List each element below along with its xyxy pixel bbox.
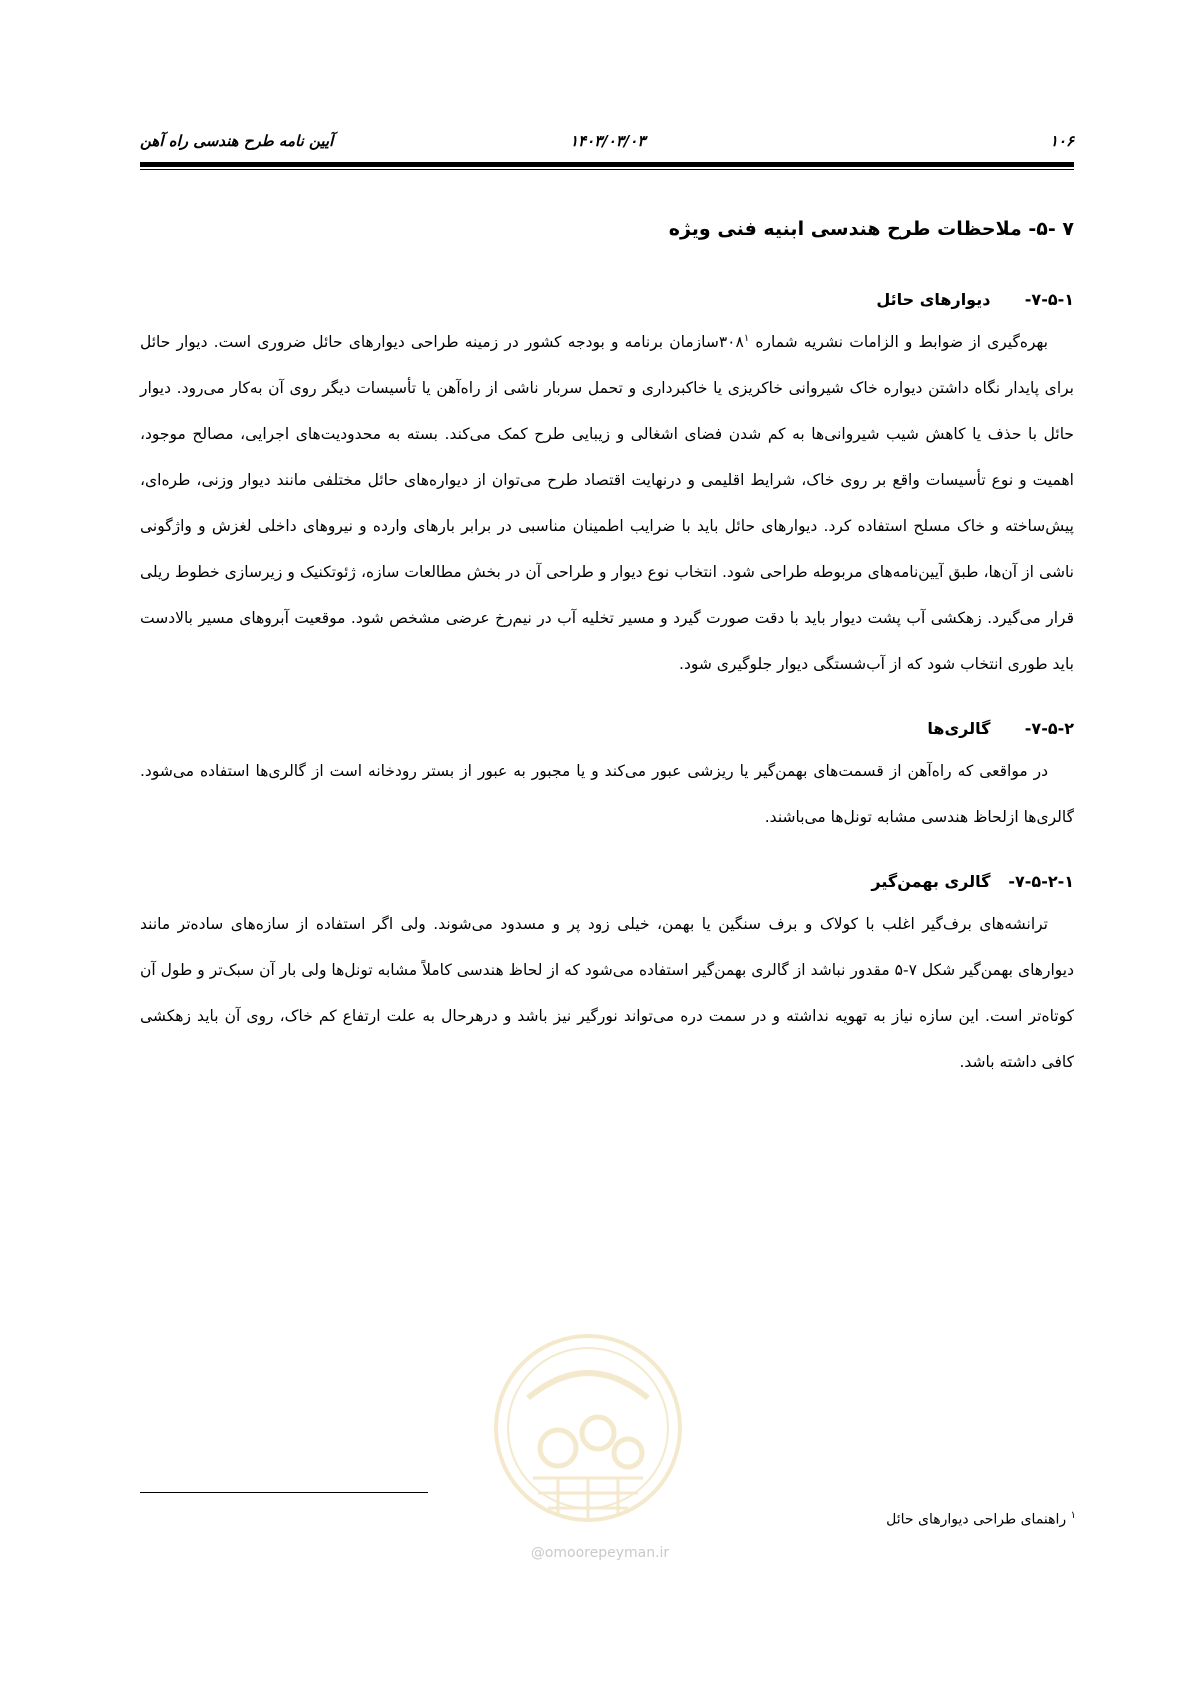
page-number: ۱۰۶ [1049, 132, 1074, 150]
book-title: آیین نامه طرح هندسی راه آهن [140, 132, 334, 150]
footnote-rule [140, 1492, 428, 1493]
subsection-number: ۷-۵-۱- [1024, 290, 1074, 309]
header-date: ۱۴۰۳/۰۳/۰۳ [570, 132, 646, 150]
subsection-title: گالری‌ها [927, 719, 991, 738]
footnote-text: راهنمای طراحی دیوارهای حائل [886, 1511, 1067, 1528]
running-header [140, 128, 1074, 158]
watermark-logo [488, 1328, 688, 1538]
subsection-title: گالری بهمن‌گیر [871, 872, 991, 891]
paragraph-avalanche-gallery: ترانشه‌های برف‌گیر اغلب با کولاک و برف سنگین یا بهمن، خیلی زود پر و مسدود می‌شوند. ولی اگر استفاده از سازه‌های ساده‌تر مانند دیوارهای بهمن‌گیر شکل ۷-۵ مقدور نباشد از گالری بهمن‌گیر استفاده می‌شود که از لحاظ هندسی کاملاً مشابه تونل‌ها ولی بار آن سبک‌تر و طول آن کوتاه‌تر است. این سازه نیاز به تهویه نداشته و در سمت دره می‌تواند نورگیر نیز باشد و درهرحال به علت ارتفاع کم خاک، روی آن باید زهکشی کافی داشته باشد. [140, 915, 1074, 1071]
subsection-number: ۷-۵-۲- [1024, 719, 1074, 738]
subsection-title: دیوارهای حائل [876, 290, 991, 309]
main-content [140, 210, 1074, 1105]
footnote-reference[interactable]: ۱ [743, 332, 750, 344]
footnote-marker: ۱ [1070, 1510, 1076, 1521]
paragraph-retaining-walls [140, 319, 1074, 687]
subsection-number: ۷-۵-۲-۱- [1008, 872, 1074, 891]
subsection-heading-galleries [140, 707, 1074, 748]
watermark-text: @omoorepeyman.ir [530, 1545, 670, 1561]
header-rule [140, 162, 1074, 167]
paragraph-text: بهره‌گیری از ضوابط و الزامات نشریه شماره ۳۰۸ [718, 333, 1048, 351]
header-rule-thin [140, 169, 1074, 170]
subsection-heading-retaining-walls [140, 278, 1074, 319]
paragraph-galleries: در مواقعی که راه‌آهن از قسمت‌های بهمن‌گیر یا ریزشی عبور می‌کند و یا مجبور به عبور از بستر رودخانه است از گالری‌ها استفاده می‌شود. گالری‌ها ازلحاظ هندسی مشابه تونل‌ها می‌باشند. [140, 762, 1074, 826]
section-title: ۷ -۵- ملاحظات طرح هندسی ابنیه فنی ویژه [668, 218, 1074, 240]
paragraph-text: سازمان برنامه و بودجه کشور در زمینه طراحی دیوارهای حائل ضروری است. دیوار حائل برای پایدار نگاه داشتن دیواره خاک شیروانی خاکریزی یا خاکبرداری و تحمل سربار ناشی از راه‌آهن یا تأسیسات دیگر روی آن به‌کار می‌رود. دیوار حائل با حذف یا کاهش شیب شیروانی‌ها به کم شدن فضای اشغالی و زیبایی طرح کمک می‌کند. بسته به محدودیت‌های اجرایی، مصالح موجود، اهمیت و نوع تأسیسات واقع بر روی خاک، شرایط اقلیمی و درنهایت اقتصاد طرح می‌توان از دیواره‌های حائل مختلفی مانند دیوار وزنی، طره‌ای، پیش‌ساخته و خاک مسلح استفاده کرد. دیوارهای حائل باید با ضرایب اطمینان مناسبی در برابر بارهای وارده و نیروهای داخلی لغزش و واژگونی ناشی از آن‌ها، طبق آیین‌نامه‌های مربوطه طراحی شود. انتخاب نوع دیوار و طراحی آن در بخش مطالعات سازه، ژئوتکنیک و زیرسازی خطوط ریلی قرار می‌گیرد. زهکشی آب پشت دیوار باید با دقت صورت گیرد و مسیر تخلیه آب در نیم‌رخ عرضی مشخص شود. موقعیت آبروهای مسیر بالادست باید طوری انتخاب شود که از آب‌شستگی دیوار جلوگیری شود. [140, 333, 1074, 673]
footnote [886, 1510, 1076, 1528]
subsection-heading-avalanche-gallery [140, 860, 1074, 901]
